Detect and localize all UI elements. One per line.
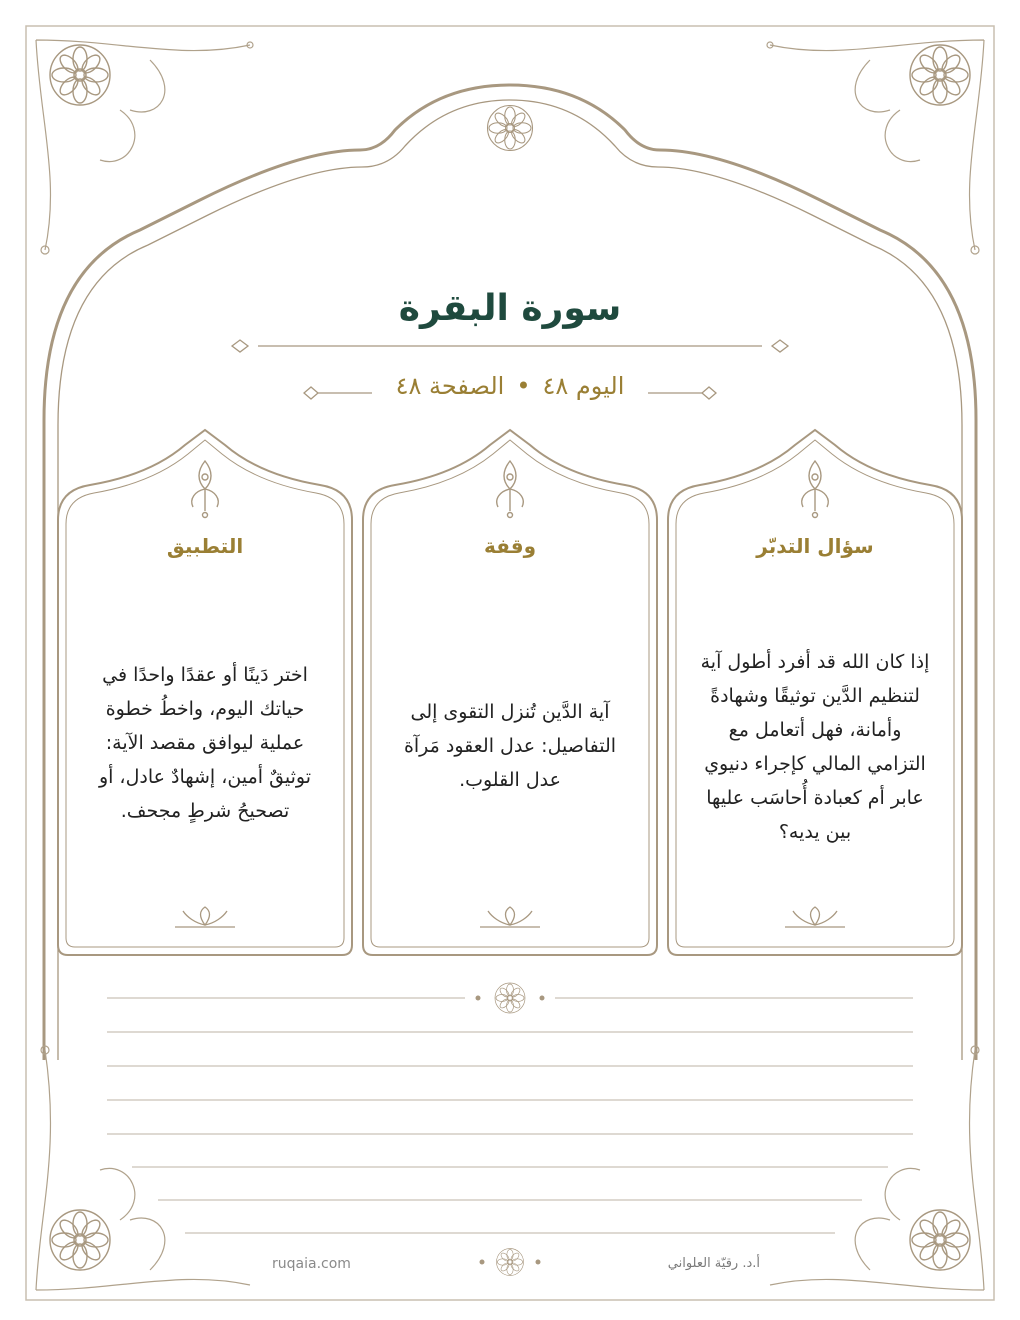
page-label: الصفحة ٤٨ [395,372,505,400]
application-title: التطبيق [166,534,244,558]
card-line: عدل القلوب. [459,769,561,791]
card-line: التفاصيل: عدل العقود مَرآة [403,735,617,757]
author-name: أ.د. رقيّة العلواني [667,1256,760,1271]
website-link[interactable]: ruqaia.com [272,1256,351,1272]
card-line: التزامي المالي كإجراء دنيوي [704,753,926,775]
separator-dot: • [516,372,531,400]
card-line: لتنظيم الدَّين توثيقًا وشهادةً [710,685,920,707]
card-line: توثيقٌ أمين، إشهادٌ عادل، أو [98,766,312,788]
card-line: عملية ليوافق مقصد الآية: [105,732,305,754]
card-line: وأمانة، فهل أتعامل مع [728,719,902,741]
day-page-line [0,372,1020,400]
pause-title: وقفة [483,534,537,558]
card-line: آية الدَّين تُنزل التقوى إلى [410,701,610,723]
reflection-question-title: سؤال التدبّر [756,534,874,558]
pause-body [385,695,635,797]
card-line: اختر دَينًا أو عقدًا واحدًا في [102,664,308,686]
card-line: إذا كان الله قد أفرد أطول آية [700,651,930,673]
card-line: حياتك اليوم، واخطُ خطوة [105,698,305,720]
application-body [80,658,330,828]
reflection-question-body [690,645,940,849]
card-line: بين يديه؟ [778,821,852,843]
card-line: عابر أم كعبادة أُحاسَب عليها [706,787,924,809]
card-line: تصحيحُ شرطٍ مجحف. [120,800,290,822]
page-title: سورة البقرة [398,288,622,329]
day-label: اليوم ٤٨ [542,372,625,400]
